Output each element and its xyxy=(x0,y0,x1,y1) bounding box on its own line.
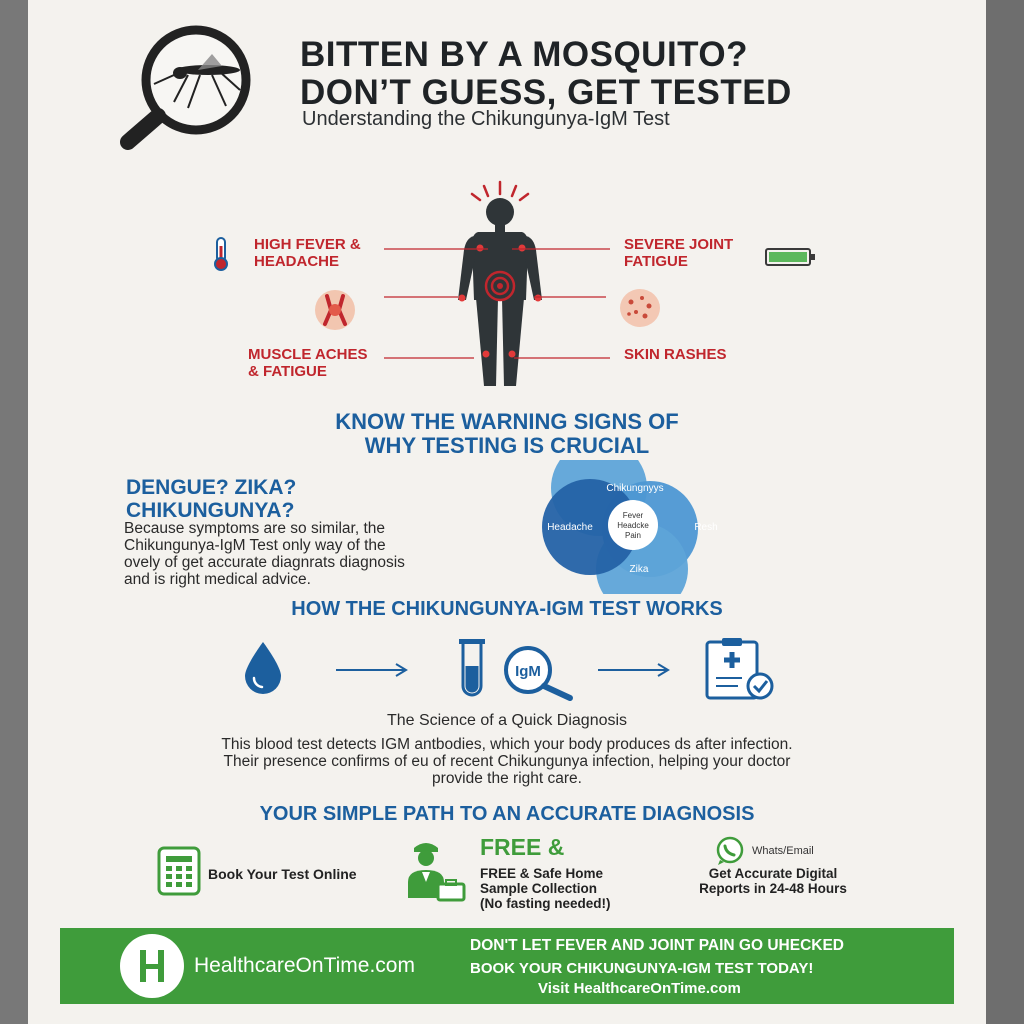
disease-body-line-3: ovely of get accurate diagnrats diagnosis xyxy=(124,554,405,571)
home-collection-line-3: (No fasting needed!) xyxy=(480,896,611,911)
cta-line-1: DON'T LET FEVER AND JOINT PAIN GO UHECKED xyxy=(470,937,844,954)
symptom-joint-line-1: SEVERE JOINT xyxy=(624,236,734,253)
whatsapp-icon xyxy=(712,836,748,866)
venn-left-label: Headache xyxy=(547,522,593,533)
test-tube-icon xyxy=(456,636,488,700)
venn-top-label: Chikungnyys xyxy=(606,483,664,494)
home-collection-line-1: FREE & Safe Home xyxy=(480,866,604,881)
symptom-fever-label xyxy=(254,236,361,270)
cta-visit-link[interactable]: Visit HealthcareOnTime.com xyxy=(538,980,741,997)
cta-line-2: BOOK YOUR CHIKUNGUNYA-IGM TEST TODAY! xyxy=(470,960,814,977)
cta-website[interactable]: HealthcareOnTime.com xyxy=(194,954,415,977)
home-collection-line-2: Sample Collection xyxy=(480,881,598,896)
science-body-line-2: Their presence confirms of eu of recent Chikungunya infection, helping your doctor xyxy=(223,753,791,770)
science-body-line-3: provide the right care. xyxy=(432,770,582,787)
whatsapp-email-label: Whats/Email xyxy=(752,845,814,857)
symptom-joint-line-2: FATIGUE xyxy=(624,253,688,270)
venn-center-line-3: Pain xyxy=(624,531,642,540)
arrow-right-icon xyxy=(334,660,410,680)
title-line-2: DON’T GUESS, GET TESTED xyxy=(300,73,792,112)
disease-body-line-1: Because symptoms are so similar, the xyxy=(124,520,386,537)
disease-body-line-4: and is right medical advice. xyxy=(124,571,311,588)
joint-pain-icon xyxy=(311,288,359,332)
title-line-1: BITTEN BY A MOSQUITO? xyxy=(300,35,749,74)
step-home-collection xyxy=(480,866,611,911)
symptom-connector-lines xyxy=(384,240,614,365)
symptom-muscle-line-1: MUSCLE ACHES xyxy=(248,346,368,363)
thermometer-icon xyxy=(210,236,232,272)
science-title: The Science of a Quick Diagnosis xyxy=(386,712,628,729)
infographic-poster xyxy=(28,0,986,1024)
left-frame xyxy=(0,0,28,1024)
disease-heading xyxy=(126,476,296,522)
healthcareontime-logo xyxy=(120,934,184,998)
science-body-line-1: This blood test detects IGM antbodies, which your body produces ds after infection. xyxy=(221,736,793,753)
free-heading: FREE & xyxy=(480,834,565,860)
phlebotomist-icon xyxy=(404,838,468,904)
page-subtitle: Understanding the Chikungunya-IgM Test xyxy=(302,108,670,130)
digital-reports-line-1: Get Accurate Digital xyxy=(708,866,838,881)
step-digital-reports xyxy=(678,866,868,896)
arrow-right-icon-2 xyxy=(596,660,672,680)
clipboard-report-icon xyxy=(702,636,778,702)
skin-rash-icon xyxy=(618,287,662,329)
cta-banner[interactable] xyxy=(60,928,954,1004)
logo-h-icon xyxy=(120,934,184,998)
symptom-joint-label xyxy=(624,236,733,270)
symptom-muscle-line-2: & FATIGUE xyxy=(248,363,327,380)
battery-icon xyxy=(764,246,818,268)
blood-drop-icon xyxy=(242,640,284,696)
igm-magnifier-icon xyxy=(498,642,578,702)
right-frame xyxy=(986,0,1024,1024)
symptom-fever-line-2: HEADACHE xyxy=(254,253,340,270)
how-it-works-heading: HOW THE CHIKUNGUNYA-IGM TEST WORKS xyxy=(291,598,723,620)
disease-heading-line-1: DENGUE? ZIKA? xyxy=(126,476,297,499)
disease-body-line-2: Chikungunya-IgM Test only way of the xyxy=(124,537,386,554)
symptom-rash-label: SKIN RASHES xyxy=(624,346,727,363)
symptom-fever-line-1: HIGH FEVER & xyxy=(254,236,361,253)
page-title xyxy=(300,36,792,112)
venn-diagram xyxy=(536,460,746,594)
science-body xyxy=(108,736,906,787)
warning-line-2: WHY TESTING IS CRUCIAL xyxy=(364,433,650,458)
disease-heading-line-2: CHIKUNGUNYA? xyxy=(126,499,295,522)
step-book-online: Book Your Test Online xyxy=(208,866,357,882)
venn-bottom-label: Zika xyxy=(629,564,649,575)
venn-center-line-2: Headcke xyxy=(617,521,649,530)
phone-calendar-icon xyxy=(156,846,202,896)
igm-label: IgM xyxy=(515,663,541,680)
digital-reports-line-2: Reports in 24-48 Hours xyxy=(699,881,847,896)
warning-heading xyxy=(28,410,986,458)
venn-right-label: Resh xyxy=(694,522,718,533)
venn-center-line-1: Fever xyxy=(622,511,644,520)
symptom-muscle-label xyxy=(248,346,367,380)
path-heading: YOUR SIMPLE PATH TO AN ACCURATE DIAGNOSIS xyxy=(259,803,755,825)
warning-line-1: KNOW THE WARNING SIGNS OF xyxy=(335,409,679,434)
disease-description xyxy=(124,520,494,588)
magnifier-mosquito-icon xyxy=(108,20,268,150)
